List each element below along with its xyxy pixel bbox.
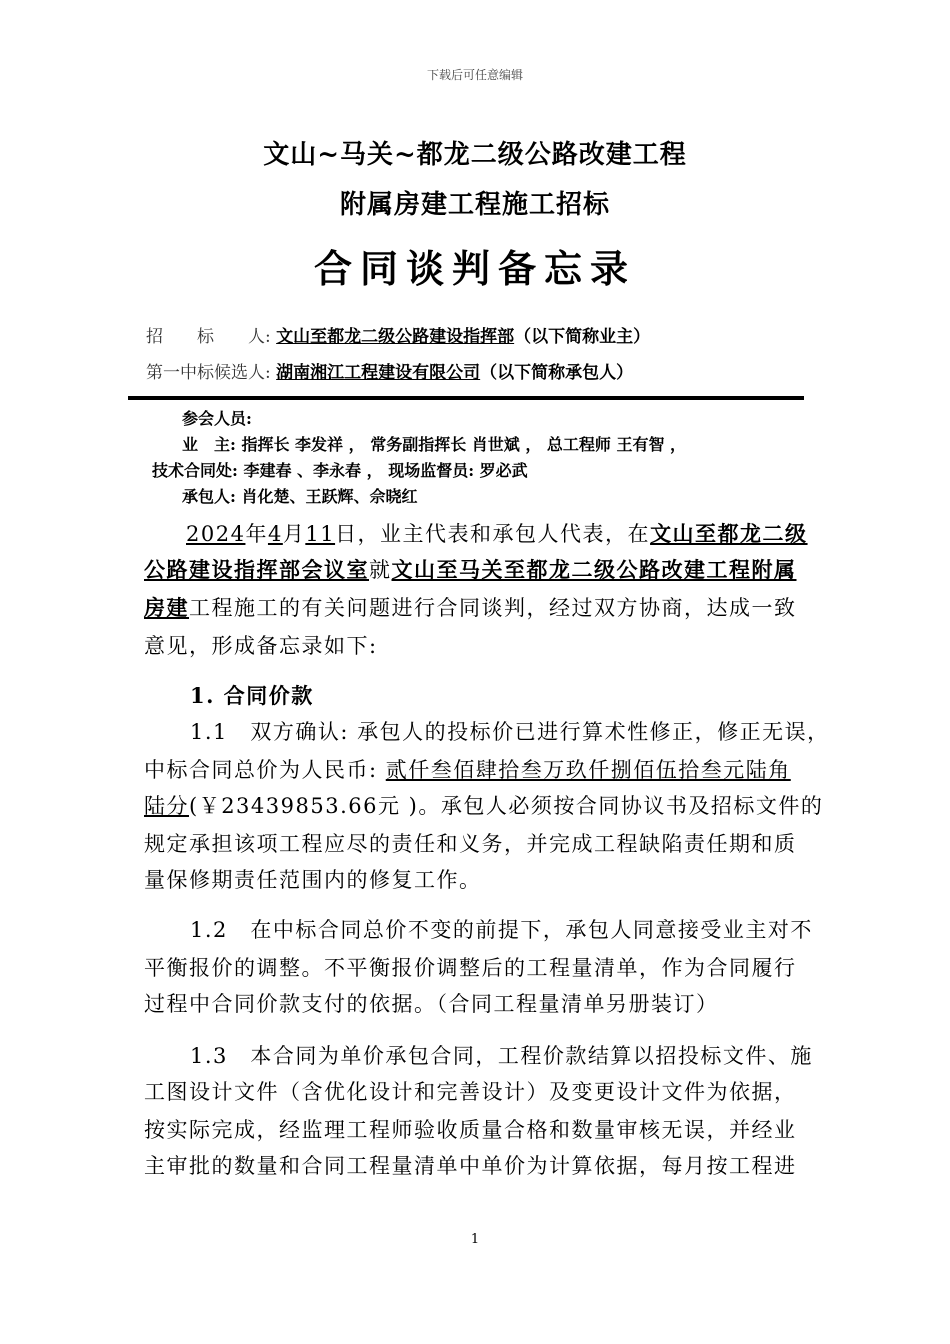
meeting-month: 4 [267, 522, 283, 546]
intro-line-1 [186, 518, 808, 548]
s11-line-2 [144, 754, 791, 784]
tenderer-line [146, 322, 650, 347]
s11-line-1: 1.1 双方确认: 承包人的投标价已进行算术性修正，修正无误， [190, 720, 830, 744]
candidate-suffix: （以下简称承包人） [480, 363, 634, 383]
s13-line-1: 1.3 本合同为单价承包合同，工程价款结算以招投标文件、施 [190, 1044, 813, 1068]
header-note: 下载后可任意编辑 [426, 68, 523, 82]
attendees-contractor: 承包人: 肖化楚、王跃辉、佘晓红 [182, 487, 418, 506]
s12-line-1: 1.2 在中标合同总价不变的前提下，承包人同意接受业主对不 [190, 918, 813, 942]
title-line-2: 附属房建工程施工招标 [339, 190, 610, 220]
project-name-cont: 房建 [144, 595, 189, 620]
section-1-heading: 1. 合同价款 [190, 683, 314, 708]
s11-line-3 [144, 790, 823, 820]
page-number: 1 [470, 1232, 480, 1247]
intro-text: 日，业主代表和承包人代表，在 [335, 522, 651, 546]
meeting-year: 2024 [186, 522, 246, 546]
intro-text: 就 [369, 558, 392, 582]
project-name: 文山至马关至都龙二级公路改建工程附属 [391, 557, 797, 582]
attendees-owner: 业 主: 指挥长 李发祥 ， 常务副指挥长 肖世斌 ， 总工程师 王有智 ， [182, 435, 687, 454]
s11-line-5: 量保修期责任范围内的修复工作。 [144, 868, 482, 892]
s13-line-4: 主审批的数量和合同工程量清单中单价为计算依据，每月按工程进 [144, 1154, 797, 1178]
attendees-heading: 参会人员: [182, 409, 252, 428]
title-line-1: 文山~马关~都龙二级公路改建工程 [263, 140, 687, 170]
document-title: 合同谈判备忘录 [313, 246, 636, 291]
s12-line-3: 过程中合同价款支付的依据。（合同工程量清单另册装订） [144, 992, 719, 1016]
s13-line-2: 工图设计文件（含优化设计和完善设计）及变更设计文件为依据， [144, 1080, 797, 1104]
meeting-day: 11 [305, 522, 336, 546]
s13-line-3: 按实际完成，经监理工程师验收质量合格和数量审核无误，并经业 [144, 1118, 797, 1142]
tenderer-name: 文山至都龙二级公路建设指挥部 [276, 327, 515, 347]
attendees-tech: 技术合同处: 李建春 、李永春 ， 现场监督员: 罗必武 [152, 461, 528, 480]
s11-text: 中标合同总价为人民币: [144, 758, 386, 782]
s12-line-2: 平衡报价的调整。不平衡报价调整后的工程量清单，作为合同履行 [144, 956, 797, 980]
candidate-name: 湖南湘江工程建设有限公司 [276, 363, 481, 383]
intro-line-3 [144, 592, 797, 622]
candidate-line [146, 358, 633, 383]
meeting-place-cont: 公路建设指挥部会议室 [144, 557, 369, 582]
s11-text: (￥23439853.66元 )。承包人必须按合同协议书及招标文件的 [189, 794, 824, 818]
intro-line-2 [144, 554, 797, 584]
intro-text: 工程施工的有关问题进行合同谈判，经过双方协商，达成一致 [189, 596, 797, 620]
intro-line-4: 意见，形成备忘录如下: [144, 634, 378, 658]
meeting-place: 文山至都龙二级 [650, 521, 808, 546]
tenderer-suffix: （以下简称业主） [514, 327, 651, 347]
contract-amount-words: 贰仟叁佰肆拾叁万玖仟捌佰伍拾叁元陆角 [385, 758, 791, 782]
intro-text: 月 [282, 522, 306, 546]
contract-amount-words-cont: 陆分 [144, 794, 189, 818]
s11-line-4: 规定承担该项工程应尽的责任和义务，并完成工程缺陷责任期和质 [144, 832, 797, 856]
tenderer-label: 招 标 人: [146, 327, 271, 347]
candidate-label: 第一中标候选人: [146, 363, 271, 383]
divider-rule [128, 396, 804, 400]
intro-text: 年 [245, 522, 268, 546]
